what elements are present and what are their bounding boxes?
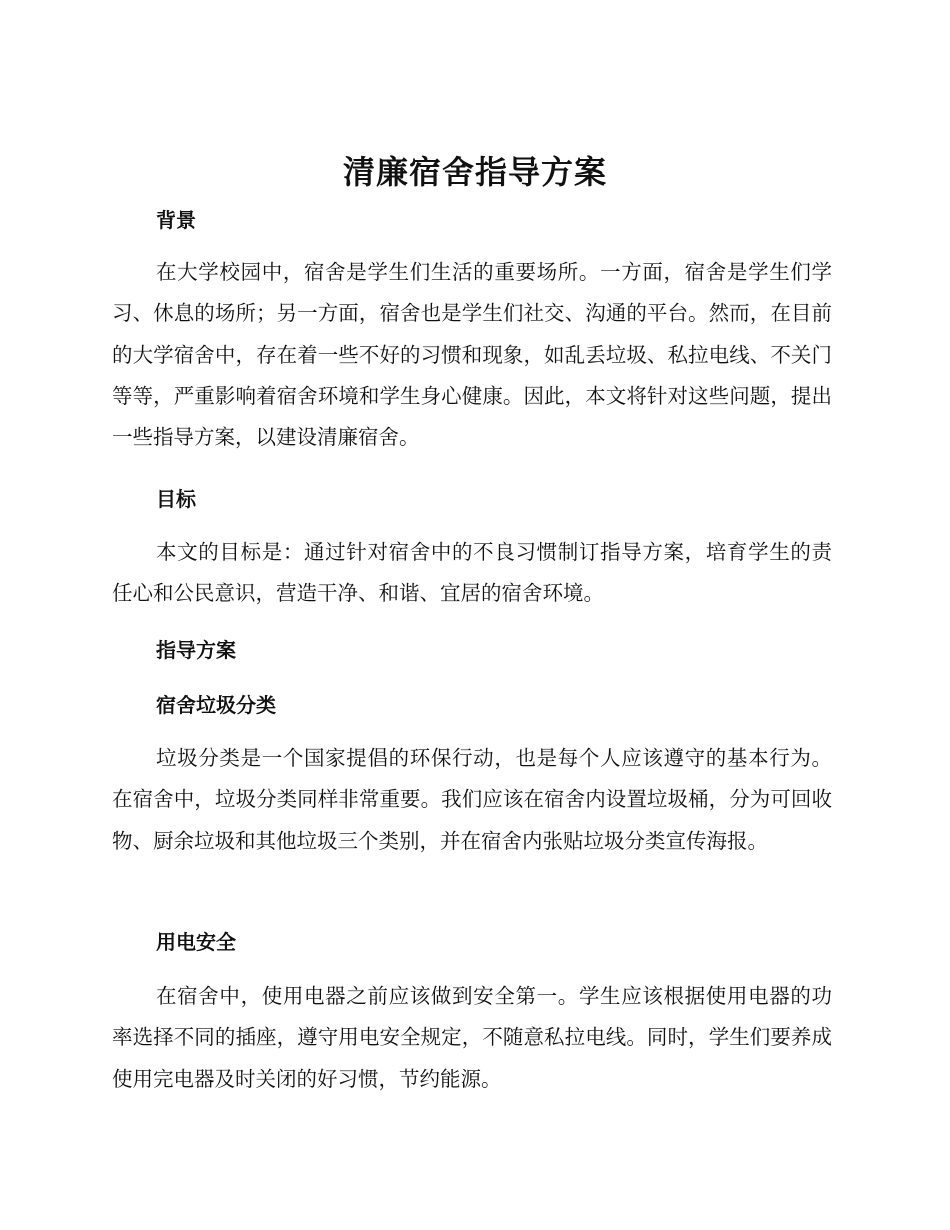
section-paragraph-background: 在大学校园中，宿舍是学生们生活的重要场所。一方面，宿舍是学生们学习、休息的场所；另一方面，宿舍也是学生们社交、沟通的平台。然而，在目前的大学宿舍中，存在着一些不好的习惯和现象，如乱丢垃圾、私拉电线、不关门等等，严重影响着宿舍环境和学生身心健康。因此，本文将针对这些问题，提出一些指导方案，以建设清廉宿舍。	[112, 260, 832, 450]
section-heading-background: 背景	[156, 208, 196, 232]
section-paragraph-garbage-sorting: 垃圾分类是一个国家提倡的环保行动，也是每个人应该遵守的基本行为。在宿舍中，垃圾分类同样非常重要。我们应该在宿舍内设置垃圾桶，分为可回收物、厨余垃圾和其他垃圾三个类别，并在宿舍内张贴垃圾分类宣传海报。	[112, 746, 832, 853]
section-heading-electricity-safety: 用电安全	[156, 930, 236, 954]
section-heading-guidance-plan: 指导方案	[156, 638, 236, 662]
section-paragraph-goal: 本文的目标是：通过针对宿舍中的不良习惯制订指导方案，培育学生的责任心和公民意识，营造干净、和谐、宜居的宿舍环境。	[112, 540, 832, 606]
section-paragraph-electricity-safety: 在宿舍中，使用电器之前应该做到安全第一。学生应该根据使用电器的功率选择不同的插座，遵守用电安全规定，不随意私拉电线。同时，学生们要养成使用完电器及时关闭的好习惯，节约能源。	[112, 984, 832, 1091]
section-heading-garbage-sorting: 宿舍垃圾分类	[156, 693, 276, 717]
section-heading-goal: 目标	[156, 487, 196, 511]
document-title: 清廉宿舍指导方案	[342, 153, 607, 191]
